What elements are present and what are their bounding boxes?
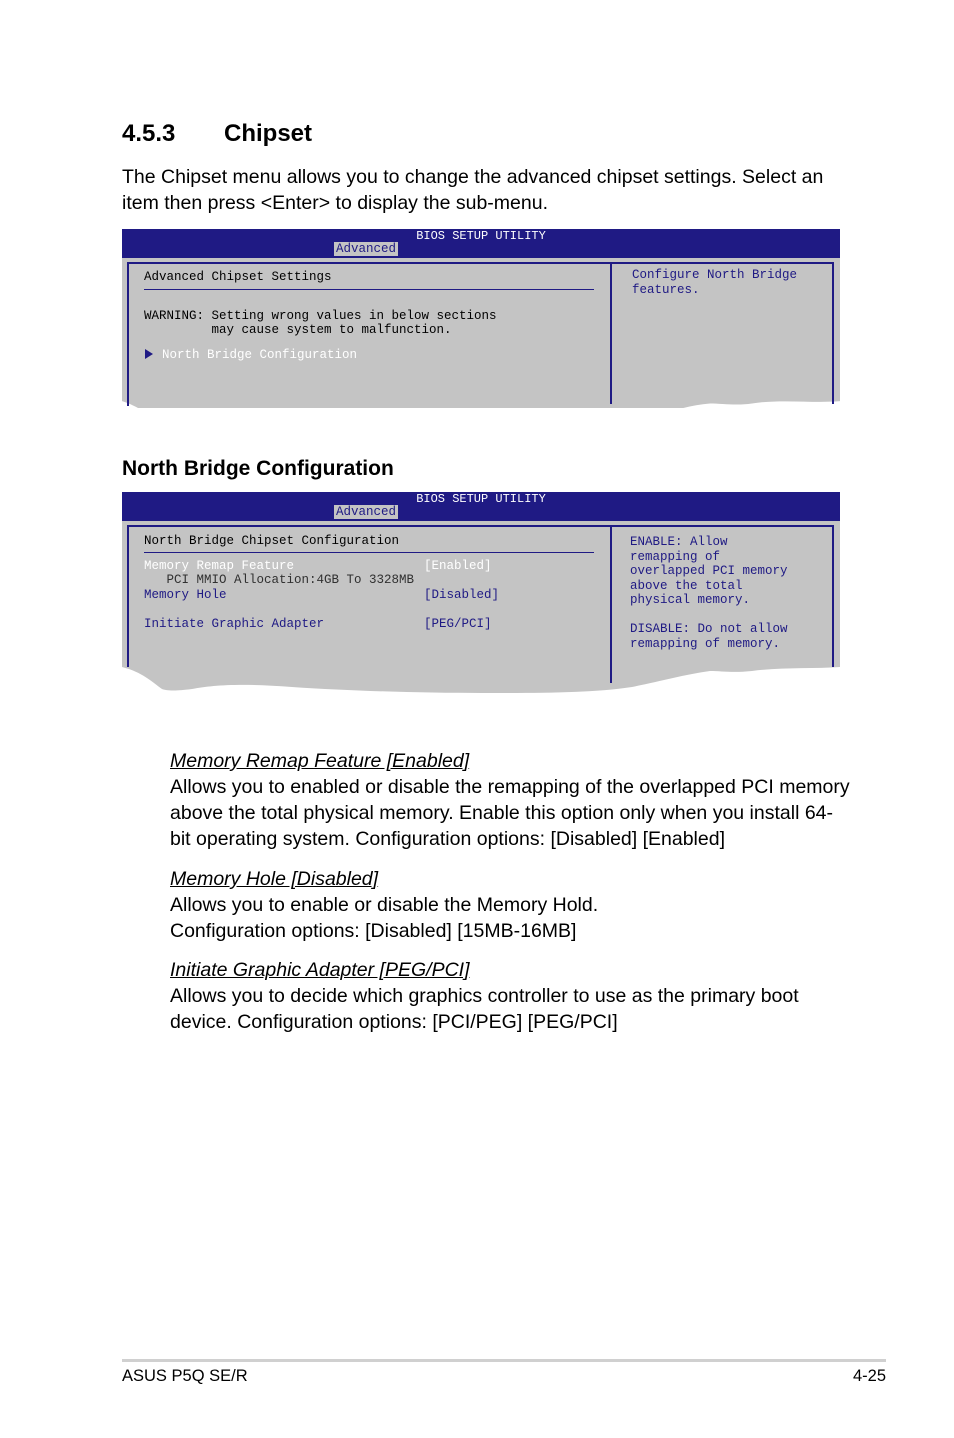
setting-memory-hole-label[interactable]: Memory Hole bbox=[144, 588, 227, 602]
bios-help-line-2: features. bbox=[632, 283, 700, 297]
setting-memory-remap-value[interactable]: [Enabled] bbox=[424, 559, 492, 573]
bios-screen-north-bridge bbox=[122, 492, 840, 692]
desc-memory-remap bbox=[170, 748, 850, 852]
mmio-allocation-info: PCI MMIO Allocation:4GB To 3328MB bbox=[144, 573, 415, 587]
setting-graphic-adapter-value[interactable]: [PEG/PCI] bbox=[424, 617, 492, 631]
desc-text-line-1: Allows you to enable or disable the Memory Hold. bbox=[170, 894, 599, 916]
footer-product: ASUS P5Q SE/R bbox=[122, 1367, 248, 1385]
desc-heading: Memory Remap Feature [Enabled] bbox=[170, 750, 470, 772]
help-line: remapping of memory. bbox=[630, 636, 781, 651]
bios-help-panel bbox=[630, 535, 788, 651]
desc-text-line-2: Configuration options: [Disabled] [15MB-16MB] bbox=[170, 920, 577, 942]
desc-heading: Memory Hole [Disabled] bbox=[170, 868, 379, 890]
submenu-arrow-icon bbox=[145, 349, 153, 359]
tab-advanced[interactable]: Advanced bbox=[336, 242, 397, 256]
section-number: 4.5.3 bbox=[122, 120, 176, 147]
bios-warning-line-2: may cause system to malfunction. bbox=[144, 323, 452, 337]
bios-heading: Advanced Chipset Settings bbox=[144, 270, 332, 284]
bios-title-bar bbox=[122, 492, 840, 521]
footer-page-number: 4-25 bbox=[852, 1367, 886, 1385]
setting-graphic-adapter-label[interactable]: Initiate Graphic Adapter bbox=[144, 617, 325, 631]
help-line: physical memory. bbox=[630, 593, 751, 607]
bios-utility-title: BIOS SETUP UTILITY bbox=[416, 492, 546, 506]
desc-text: Allows you to decide which graphics controller to use as the primary boot device. Configuration options: [PCI/PEG] [PEG/PCI] bbox=[170, 985, 799, 1033]
help-line: DISABLE: Do not allow bbox=[630, 622, 788, 636]
help-line: overlapped PCI memory bbox=[630, 564, 788, 578]
help-line: remapping of bbox=[630, 549, 721, 564]
desc-memory-hole bbox=[170, 866, 850, 944]
bios-help-line-1: Configure North Bridge bbox=[632, 268, 798, 282]
help-line: ENABLE: Allow bbox=[630, 535, 728, 549]
desc-heading: Initiate Graphic Adapter [PEG/PCI] bbox=[170, 959, 470, 981]
tab-advanced[interactable]: Advanced bbox=[336, 505, 397, 519]
bios-utility-title: BIOS SETUP UTILITY bbox=[416, 229, 546, 243]
footer-divider bbox=[122, 1359, 886, 1362]
desc-graphic-adapter bbox=[170, 957, 850, 1035]
help-line: above the total bbox=[630, 578, 743, 593]
submenu-item-north-bridge[interactable]: North Bridge Configuration bbox=[162, 348, 358, 362]
bios-heading: North Bridge Chipset Configuration bbox=[144, 534, 400, 548]
help-line-blank bbox=[630, 608, 788, 623]
bios-screen-advanced-chipset bbox=[122, 229, 840, 409]
section-title: Chipset bbox=[224, 120, 313, 147]
desc-text: Allows you to enabled or disable the remapping of the overlapped PCI memory above the total physical memory. Enable this option only when you install 64-bit operating system. Configuration options: [Disabled] [Enabled] bbox=[170, 776, 850, 850]
subheading-north-bridge: North Bridge Configuration bbox=[122, 457, 394, 480]
setting-memory-remap-label[interactable]: Memory Remap Feature bbox=[144, 559, 295, 573]
bios-warning-line-1: WARNING: Setting wrong values in below sections bbox=[144, 309, 497, 323]
bios-title-bar bbox=[122, 229, 840, 258]
setting-memory-hole-value[interactable]: [Disabled] bbox=[424, 588, 500, 602]
intro-paragraph: The Chipset menu allows you to change the advanced chipset settings. Select an item then press <Enter> to display the sub-menu. bbox=[122, 166, 824, 214]
